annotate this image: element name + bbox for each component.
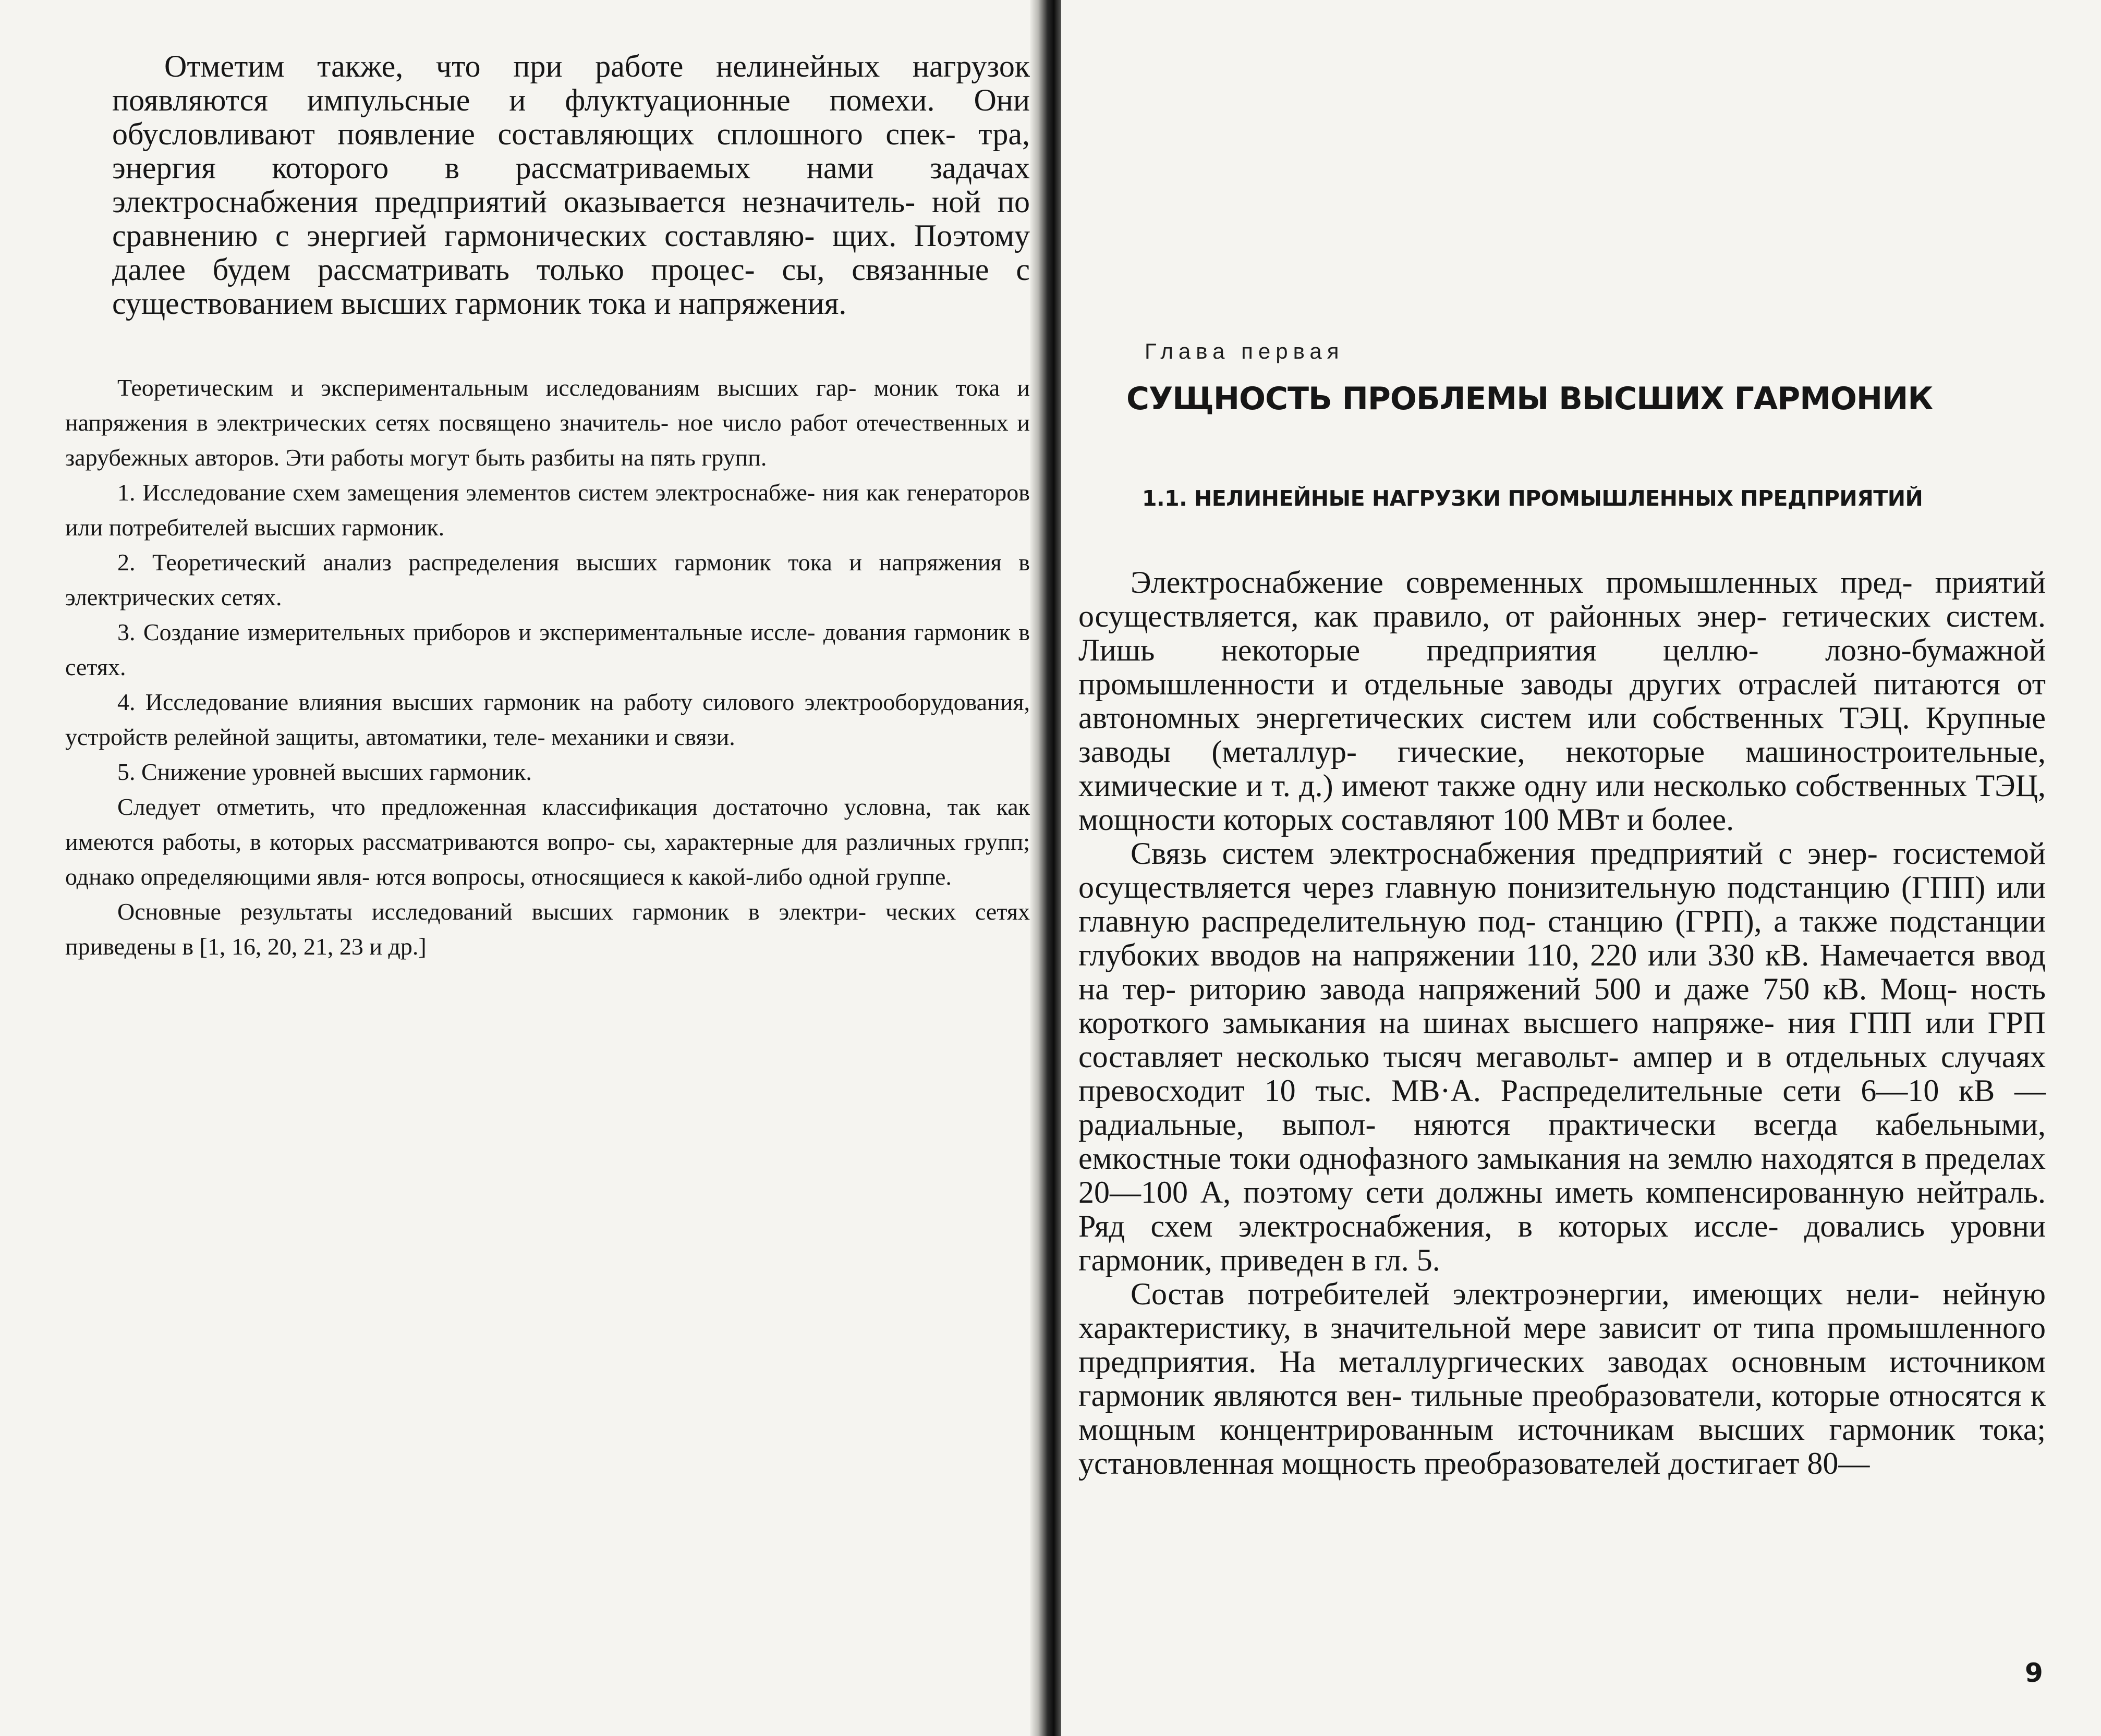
text-line: ются вопросы, относящиеся к какой-либо одной группе. [375, 863, 952, 890]
text-line: сы, связанные с существованием высших гармоник тока [112, 252, 1030, 321]
text-line: условна, так как имеются работы, в которых рассматриваются вопро- [65, 793, 1030, 855]
right-body [1078, 566, 2046, 1481]
text-line: щих. Поэтому далее будем рассматривать только процес- [112, 218, 1030, 287]
text-line: 4. Исследование влияния высших гармоник на работу силового [117, 689, 795, 715]
text-line: ность короткого замыкания на шинах высшего напряже- [1078, 972, 2046, 1040]
group-item [65, 754, 1030, 789]
review-paragraph [65, 370, 1030, 475]
text-line: механики и связи. [551, 724, 735, 750]
group-item [65, 615, 1030, 684]
text-line: и напряжения. [654, 286, 847, 321]
text-line: электрооборудования, устройств релейной защиты, автоматики, теле- [65, 689, 1030, 750]
text-line: напряжения в электрических сетях. [65, 549, 1030, 610]
text-line: тра, энергия которого в рассматриваемых нами задачах [112, 117, 1030, 185]
text-line: появляются импульсные и флуктуационные помехи. Они [112, 83, 1030, 117]
text-line: установленная мощность преобразователей достигает 80— [1078, 1446, 1870, 1481]
chapter-label: Глава первая [1145, 339, 1344, 363]
text-line: однофазного замыкания на землю находятся в пределах [1298, 1141, 2046, 1176]
text-line: Состав потребителей электроэнергии, имеющих нели- [1131, 1277, 1920, 1311]
text-line: ампер и в отдельных случаях превосходит 10 тыс. МВ·А. [1078, 1040, 2046, 1108]
small-text-block [65, 370, 1030, 964]
group-item [65, 475, 1030, 545]
text-line: моник тока и напряжения в электрических сетях посвящено значитель- [65, 374, 1030, 436]
results-paragraph [65, 894, 1030, 964]
text-line: Теоретическим и экспериментальным исследованиям высших гар- [117, 374, 857, 401]
intro-paragraph [112, 50, 1030, 321]
text-line: довались уровни гармоник, приведен в гл. 5. [1078, 1209, 2046, 1277]
text-line: сы, характерные для различных групп; однако определяющими явля- [65, 828, 1030, 890]
text-line: 20—100 А, поэтому сети должны иметь компенсированную [1078, 1175, 1904, 1209]
text-line: могут быть разбиты на пять групп. [409, 444, 767, 471]
text-line: 3. Создание измерительных приборов и экспериментальные иссле- [117, 619, 816, 645]
page-number: 9 [2025, 1658, 2043, 1688]
text-line: станцию (ГРП), а также подстанции глубоких вводов на [1078, 904, 2046, 972]
body-paragraph [1078, 1277, 2046, 1481]
text-line: заводах основным источником гармоник являются вен- [1078, 1344, 2046, 1413]
text-line: 5. Снижение уровней высших гармоник. [117, 759, 532, 785]
section-heading: 1.1. НЕЛИНЕЙНЫЕ НАГРУЗКИ ПРОМЫШЛЕННЫХ ПРЕДПРИЯТИЙ [1142, 486, 1923, 511]
text-line: ное число работ отечественных и зарубежных авторов. Эти работы [65, 409, 1030, 471]
left-page [0, 0, 1040, 1736]
chapter-title: СУЩНОСТЬ ПРОБЛЕМЫ ВЫСШИХ ГАРМОНИК [1126, 381, 1933, 417]
text-line: нейную характеристику, в значительной мере зависит от [1078, 1277, 2046, 1345]
text-line: ния как генераторов или потребителей высших гармоник. [65, 479, 1030, 541]
text-line: типа промышленного предприятия. На металлургических [1078, 1311, 2046, 1379]
text-line: напряжении 110, 220 или 330 кВ. Намечается ввод на тер- [1078, 938, 2046, 1006]
text-line: лозно-бумажной промышленности и отдельные заводы [1078, 633, 2046, 701]
text-line: гические, некоторые машиностроительные, химические [1078, 735, 2046, 803]
text-line: систем или собственных ТЭЦ. Крупные заводы (металлур- [1078, 701, 2046, 769]
text-line: электроснабжения предприятий оказывается незначитель- [112, 185, 916, 219]
text-line: Электроснабжение современных промышленных пред- [1131, 565, 1913, 600]
text-line: нейтраль. Ряд схем электроснабжения, в которых иссле- [1078, 1175, 2046, 1243]
text-line: ния ГПП или ГРП составляет несколько тысяч мегавольт- [1078, 1006, 2046, 1074]
text-line: дования гармоник в сетях. [65, 619, 1030, 680]
text-line: риторию завода напряжений 500 и даже 750 кВ. Мощ- [1189, 972, 1958, 1006]
text-line: Основные результаты исследований высших гармоник в электри- [117, 898, 867, 925]
note-paragraph [65, 789, 1030, 894]
group-item [65, 545, 1030, 615]
text-line: и т. д.) имеют также одну или несколько собственных [1246, 768, 1967, 803]
body-paragraph [1078, 837, 2046, 1277]
text-line: концентрированным источникам высших гармоник тока; [1220, 1412, 2046, 1447]
text-line: гетических систем. Лишь некоторые предприятия целлю- [1078, 599, 2046, 667]
text-line: 1. Исследование схем замещения элементов систем электроснабже- [117, 479, 816, 506]
text-line: подстанцию (ГПП) или главную распределительную под- [1078, 870, 2046, 938]
text-line: Следует отметить, что предложенная классификация достаточно [117, 793, 829, 820]
text-line: Распределительные сети 6—10 кВ — радиальные, выпол- [1078, 1073, 2046, 1142]
text-line: ческих сетях приведены в [1, 16, 20, 21, 23 и др.] [65, 898, 1030, 960]
text-line: других отраслей питаются от автономных энергетических [1078, 667, 2046, 735]
text-line: Отметим также, что при работе нелинейных нагрузок [164, 49, 1030, 83]
text-line: ной по сравнению с энергией гармонических составляю- [112, 185, 1030, 253]
text-line: приятий осуществляется, как правило, от районных энер- [1078, 565, 2046, 633]
intro-text [112, 50, 1030, 321]
text-line: ТЭЦ, мощности которых составляют 100 МВт и более. [1078, 768, 2046, 837]
text-line: 2. Теоретический анализ распределения высших гармоник тока и [117, 549, 862, 576]
text-line: госистемой осуществляется через главную понизительную [1078, 836, 2046, 904]
group-item [65, 684, 1030, 754]
text-line: обусловливают появление составляющих сплошного спек- [112, 117, 956, 151]
body-paragraph [1078, 566, 2046, 837]
text-line: тильные преобразователи, которые относятся к мощным [1078, 1378, 2046, 1447]
text-line: няются практически всегда кабельными, емкостные токи [1078, 1107, 2046, 1176]
text-line: Связь систем электроснабжения предприятий с энер- [1131, 836, 1878, 871]
